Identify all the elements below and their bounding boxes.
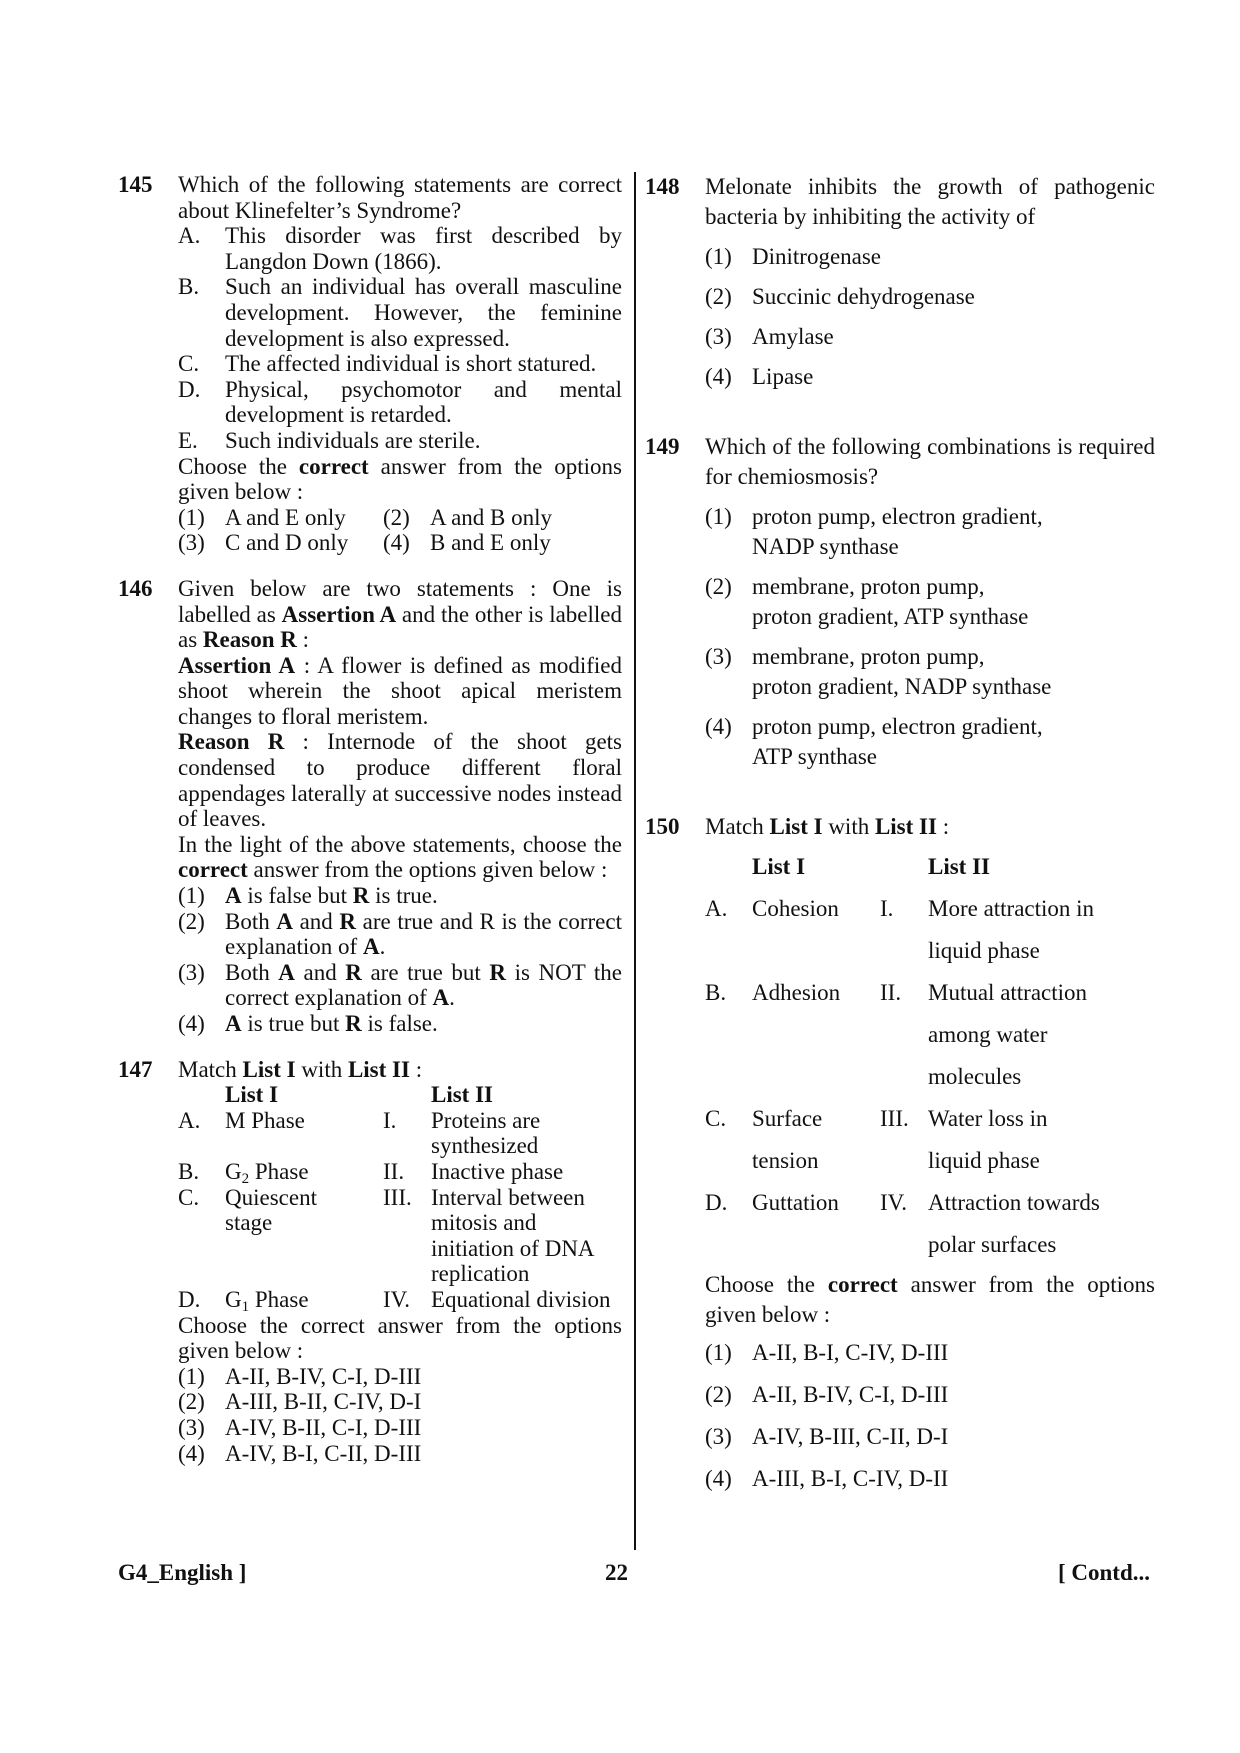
question-147 — [118, 1057, 622, 1467]
statement-item: B. Such an individual has overall masculine development. However, the feminine development is also expressed. — [178, 274, 622, 351]
match-table-row: C. Quiescent stage III. Interval between mitosis and initiation of DNA replication — [178, 1184, 594, 1287]
footer-booklet-code: G4_English ] — [118, 1560, 247, 1585]
reason-text: Reason R : Internode of the shoot gets condensed to produce different floral appendages laterally at successive nodes instead of leaves. — [178, 729, 622, 832]
answer-option[interactable]: (2) A-II, B-IV, C-I, D-III — [705, 1382, 949, 1407]
match-table-row-cont: tension liquid phase — [752, 1148, 1040, 1173]
match-table-header: List I List II — [752, 854, 990, 879]
answer-option[interactable]: (1) A-II, B-I, C-IV, D-III — [705, 1340, 949, 1365]
answer-option[interactable]: (2) A and B only — [383, 504, 553, 530]
options-row — [178, 530, 622, 556]
answer-option[interactable]: (2) A-III, B-II, C-IV, D-I — [178, 1389, 422, 1415]
answer-option[interactable]: (4) A is true but R is false. — [178, 1011, 438, 1036]
right-column — [645, 172, 1155, 1500]
answer-option[interactable]: (4) Lipase — [705, 364, 814, 389]
column-divider — [634, 172, 636, 1550]
match-table-row: D. Guttation IV. Attraction towards — [705, 1190, 1100, 1215]
answer-option[interactable]: (4) proton pump, electron gradient, ATP synthase — [705, 714, 1043, 769]
answer-option[interactable]: (2) Succinic dehydrogenase — [705, 284, 975, 309]
match-table-row-cont: among water — [928, 1022, 1048, 1047]
match-table-row-cont: polar surfaces — [928, 1232, 1057, 1257]
question-stem: Which of the following combinations is required for chemiosmosis? — [705, 434, 1155, 489]
answer-option[interactable]: (4) A-IV, B-I, C-II, D-III — [178, 1440, 422, 1466]
statement-item: C. The affected individual is short statured. — [178, 351, 597, 377]
choose-instruction: In the light of the above statements, choose the correct answer from the options given below : — [178, 831, 622, 883]
match-table-row: A. Cohesion I. More attraction in — [705, 896, 1095, 921]
choose-instruction: Choose the correct answer from the options given below : — [705, 1272, 1155, 1327]
choose-instruction: Choose the correct answer from the options given below : — [178, 453, 622, 505]
footer-contd: [ Contd... — [1057, 1560, 1150, 1585]
assertion-text: Assertion A : A flower is defined as modified shoot wherein the shoot apical meristem changes to floral meristem. — [178, 652, 622, 729]
left-column — [118, 172, 622, 1466]
question-148 — [645, 172, 1155, 392]
answer-option[interactable]: (3) A-IV, B-II, C-I, D-III — [178, 1414, 422, 1440]
question-number: 145 — [118, 172, 153, 197]
question-146 — [118, 576, 622, 1037]
answer-option[interactable]: (3) C and D only — [178, 530, 349, 556]
match-table-row: C. Surface III. Water loss in — [705, 1106, 1048, 1131]
question-number: 147 — [118, 1056, 153, 1082]
question-number: 150 — [645, 814, 680, 839]
answer-option[interactable]: (4) A-III, B-I, C-IV, D-II — [705, 1466, 949, 1491]
answer-option[interactable]: (1) Dinitrogenase — [705, 244, 882, 269]
answer-option[interactable]: (3) membrane, proton pump, proton gradient, NADP synthase — [705, 644, 1052, 699]
answer-option[interactable]: (2) Both A and R are true and R is the correct explanation of A. — [178, 908, 622, 960]
match-table-row-cont: molecules — [928, 1064, 1022, 1089]
question-stem: Which of the following statements are correct about Klinefelter’s Syndrome? — [178, 172, 622, 223]
question-number: 148 — [645, 174, 680, 199]
answer-option[interactable]: (3) A-IV, B-III, C-II, D-I — [705, 1424, 949, 1449]
statement-item: D. Physical, psychomotor and mental development is retarded. — [178, 376, 622, 428]
match-table-row: D. $G_1$ Phase IV. Equational division — [178, 1286, 611, 1315]
question-number: 149 — [645, 434, 680, 459]
answer-option[interactable]: (1) A is false but R is true. — [178, 883, 438, 909]
choose-instruction: Choose the correct answer from the options given below : — [178, 1312, 622, 1364]
question-stem: Melonate inhibits the growth of pathogenic bacteria by inhibiting the activity of — [705, 174, 1155, 229]
question-stem: Match List I with List II : — [178, 1056, 423, 1082]
answer-option[interactable]: (2) membrane, proton pump, proton gradient, ATP synthase — [705, 574, 1029, 629]
answer-option[interactable]: (1) A and E only — [178, 504, 346, 530]
match-table-row: B. Adhesion II. Mutual attraction — [705, 980, 1088, 1005]
footer-page-number: 22 — [605, 1560, 628, 1585]
question-stem: Match List I with List II : — [705, 814, 950, 839]
question-150 — [645, 812, 1155, 1500]
options-row — [178, 505, 622, 531]
answer-option[interactable]: (1) proton pump, electron gradient, NADP synthase — [705, 504, 1043, 559]
question-stem: Given below are two statements : One is labelled as Assertion A and the other is labelled as Reason R : — [178, 575, 622, 653]
question-number: 146 — [118, 575, 153, 601]
statement-item: A. This disorder was first described by Langdon Down (1866). — [178, 223, 622, 274]
answer-option[interactable]: (1) A-II, B-IV, C-I, D-III — [178, 1363, 422, 1389]
match-table-row: A. M Phase I. Proteins are synthesized — [178, 1107, 541, 1159]
answer-option[interactable]: (3) Both A and R are true but R is NOT the correct explanation of A. — [178, 959, 622, 1011]
match-table-row-cont: liquid phase — [928, 938, 1040, 963]
answer-option[interactable]: (3) Amylase — [705, 324, 834, 349]
answer-option[interactable]: (4) B and E only — [383, 530, 551, 556]
question-149 — [645, 432, 1155, 772]
question-145 — [118, 172, 622, 556]
match-table-row: B. $G_2$ Phase II. Inactive phase — [178, 1158, 564, 1187]
statement-item: E. Such individuals are sterile. — [178, 427, 481, 453]
match-table-header: List I List II — [225, 1082, 493, 1108]
